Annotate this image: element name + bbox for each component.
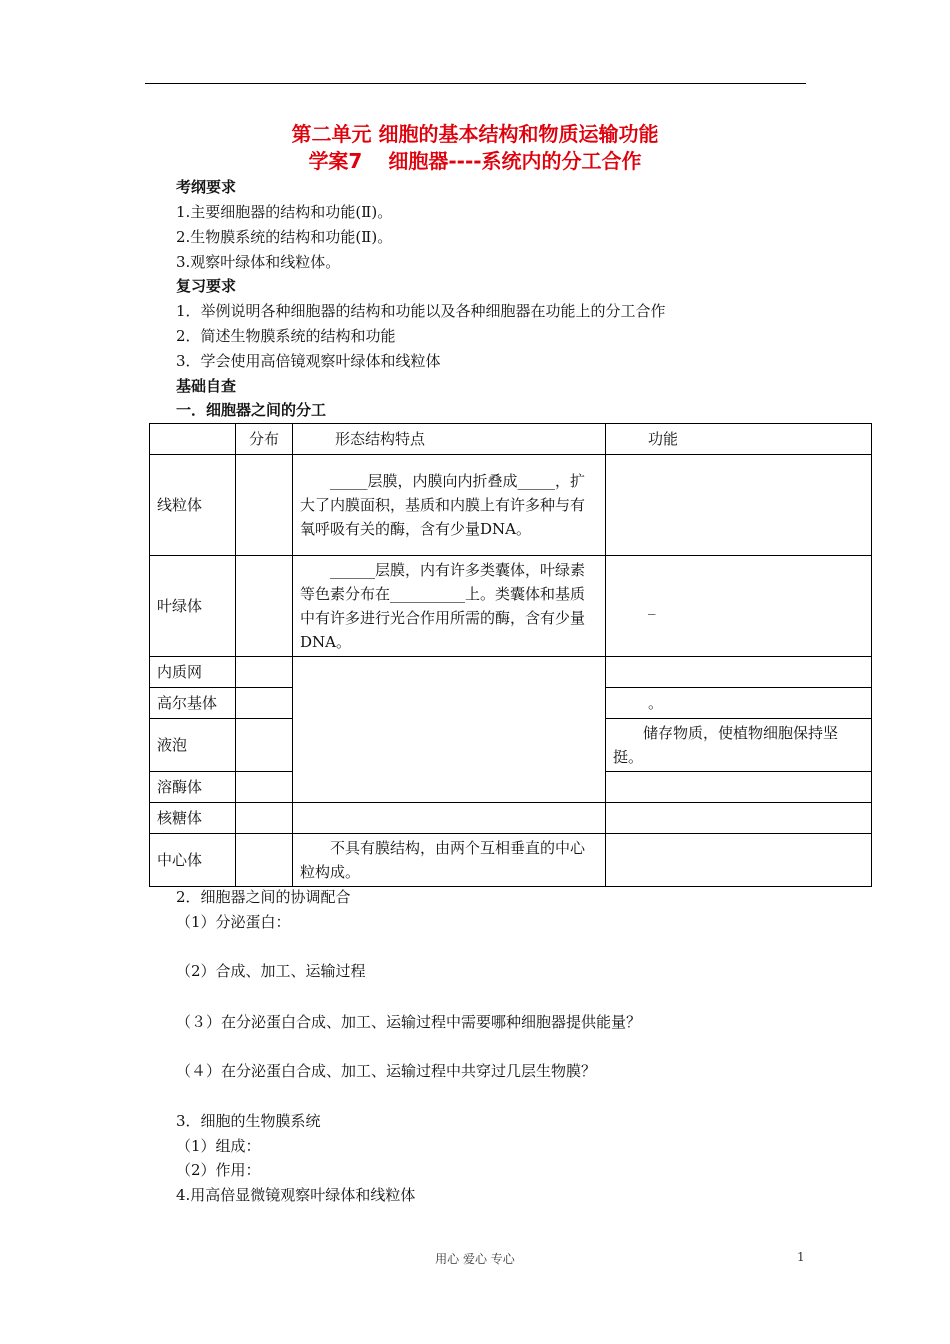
organelle-name: 线粒体 (150, 455, 236, 556)
table-row (150, 556, 872, 657)
distribution-cell (236, 772, 293, 803)
structure-cell: _____层膜，内膜向内折叠成_____，扩大了内膜面积，基质和内膜上有许多种与有氧呼吸有关的酶，含有少量DNA。 (293, 455, 606, 556)
distribution-cell (236, 688, 293, 719)
kaogang-item: 1.主要细胞器的结构和功能(Ⅱ)。 (176, 203, 393, 221)
table-row (150, 834, 872, 887)
function-cell: 储存物质，使植物细胞保持坚挺。 (606, 719, 872, 772)
fuxi-heading: 复习要求 (176, 277, 237, 295)
section2-question: （４）在分泌蛋白合成、加工、运输过程中共穿过几层生物膜？ (176, 1062, 597, 1080)
kaogang-item: 3.观察叶绿体和线粒体。 (176, 253, 341, 271)
table-header-row (150, 424, 872, 455)
unit-title: 第二单元 细胞的基本结构和物质运输功能 (291, 122, 659, 146)
section4-heading: 4.用高倍显微镜观察叶绿体和线粒体 (176, 1186, 416, 1204)
lesson-title (0, 148, 950, 174)
section3-question: （2）作用： (176, 1161, 261, 1179)
table-header-cell: 分布 (236, 424, 293, 455)
function-cell (606, 772, 872, 803)
structure-cell: 不具有膜结构，由两个互相垂直的中心粒构成。 (293, 834, 606, 887)
organelle-name: 液泡 (150, 719, 236, 772)
table-row (150, 657, 872, 688)
footer-text: 用心 爱心 专心 (435, 1252, 515, 1266)
kaogang-item: 2.生物膜系统的结构和功能(Ⅱ)。 (176, 228, 393, 246)
function-cell: _ (606, 556, 872, 657)
structure-cell-merged (293, 657, 606, 803)
distribution-cell (236, 455, 293, 556)
organelle-name: 叶绿体 (150, 556, 236, 657)
section2-question: （2）合成、加工、运输过程 (176, 962, 366, 980)
organelle-name: 内质网 (150, 657, 236, 688)
function-cell (606, 834, 872, 887)
organelle-name: 核糖体 (150, 803, 236, 834)
table-header-cell: 形态结构特点 (293, 424, 606, 455)
section1-heading: 一．细胞器之间的分工 (176, 401, 327, 419)
structure-cell (293, 803, 606, 834)
section2-question: （３）在分泌蛋白合成、加工、运输过程中需要哪种细胞器提供能量？ (176, 1013, 642, 1031)
organelle-name: 高尔基体 (150, 688, 236, 719)
section3-question: （1）组成： (176, 1137, 261, 1155)
distribution-cell (236, 657, 293, 688)
lesson-topic: 细胞器----系统内的分工合作 (388, 149, 642, 173)
jichu-heading: 基础自查 (176, 377, 237, 395)
fuxi-item: 2．简述生物膜系统的结构和功能 (176, 327, 396, 345)
section3-heading: 3．细胞的生物膜系统 (176, 1112, 321, 1130)
distribution-cell (236, 719, 293, 772)
distribution-cell (236, 803, 293, 834)
function-cell (606, 803, 872, 834)
distribution-cell (236, 834, 293, 887)
function-cell (606, 657, 872, 688)
kaogang-heading: 考纲要求 (176, 178, 237, 196)
table-row (150, 803, 872, 834)
organelle-table (149, 423, 872, 887)
structure-cell: ______层膜，内有许多类囊体，叶绿素等色素分布在__________上。类囊体和基质中有许多进行光合作用所需的酶，含有少量DNA。 (293, 556, 606, 657)
table-header-cell (150, 424, 236, 455)
table-row (150, 455, 872, 556)
page-number: 1 (797, 1250, 805, 1264)
section2-question: （1）分泌蛋白： (176, 913, 291, 931)
table-header-cell: 功能 (606, 424, 872, 455)
section2-heading: 2．细胞器之间的协调配合 (176, 888, 351, 906)
function-cell: 。 (606, 688, 872, 719)
lesson-number: 学案7 (308, 149, 363, 173)
organelle-name: 溶酶体 (150, 772, 236, 803)
fuxi-item: 1．举例说明各种细胞器的结构和功能以及各种细胞器在功能上的分工合作 (176, 302, 666, 320)
organelle-name: 中心体 (150, 834, 236, 887)
header-rule (145, 83, 806, 84)
fuxi-item: 3．学会使用高倍镜观察叶绿体和线粒体 (176, 352, 441, 370)
distribution-cell (236, 556, 293, 657)
function-cell (606, 455, 872, 556)
